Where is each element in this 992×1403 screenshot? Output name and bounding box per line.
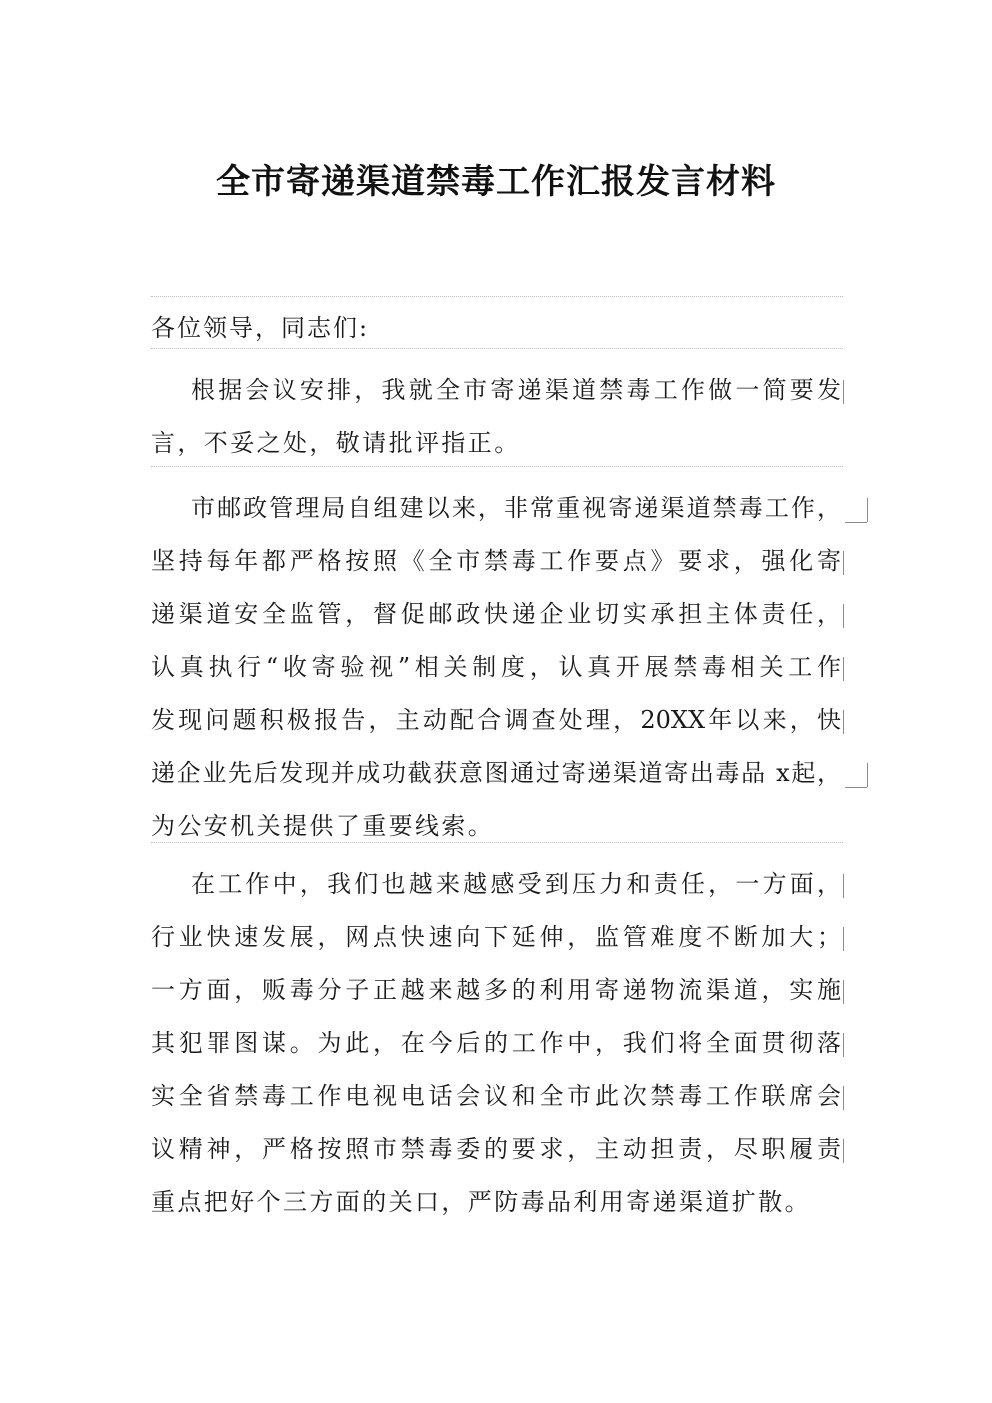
line-end-hook xyxy=(845,522,867,523)
paragraph-line xyxy=(151,364,841,417)
paragraph-line-text: 在工作中，我们也越来越感受到压力和责任，一方面， xyxy=(191,870,841,898)
paragraph-line-text: 递企业先后发现并成功截获意图通过寄递渠道寄出毒品 x起， xyxy=(151,759,841,787)
paragraph-line xyxy=(151,1070,841,1123)
paragraph-line xyxy=(151,694,841,747)
line-end-mark xyxy=(867,498,868,522)
paragraph-line xyxy=(151,535,841,588)
line-end-mark xyxy=(843,551,844,575)
paragraph-line-text: 议精神，严格按照市禁毒委的要求，主动担责，尽职履责 xyxy=(151,1135,841,1163)
paragraph-line-text: 实全省禁毒工作电视电话会议和全市此次禁毒工作联席会 xyxy=(151,1082,841,1110)
paragraph-line-text: 行业快速发展，网点快速向下延伸，监管难度不断加大； xyxy=(151,923,841,951)
line-end-mark xyxy=(843,874,844,898)
paragraph-line xyxy=(151,482,841,535)
separator-line xyxy=(151,348,843,349)
paragraph-line-text: 认真执行“收寄验视”相关制度，认真开展禁毒相关工作 xyxy=(151,653,841,681)
line-end-mark xyxy=(843,1086,844,1110)
paragraph xyxy=(151,364,841,470)
line-end-mark xyxy=(867,763,868,787)
line-end-mark xyxy=(843,604,844,628)
line-end-mark xyxy=(843,1139,844,1163)
line-end-mark xyxy=(843,1033,844,1057)
paragraph-line-text: 发现问题积极报告，主动配合调查处理，20XX年以来，快 xyxy=(151,706,841,734)
paragraph xyxy=(151,858,841,1229)
paragraph-line-text: 重点把好个三方面的关口，严防毒品利用寄递渠道扩散。 xyxy=(151,1188,811,1216)
paragraph-line xyxy=(151,1017,841,1070)
paragraph-line-text: 递渠道安全监管，督促邮政快递企业切实承担主体责任， xyxy=(151,600,841,628)
line-end-mark xyxy=(843,380,844,404)
paragraph-line-text: 市邮政管理局自组建以来，非常重视寄递渠道禁毒工作， xyxy=(191,494,841,522)
line-end-mark xyxy=(843,657,844,681)
paragraph-line-text: 一方面，贩毒分子正越来越多的利用寄递物流渠道，实施 xyxy=(151,976,841,1004)
separator-line xyxy=(151,296,843,297)
paragraph-line-text: 坚持每年都严格按照《全市禁毒工作要点》要求，强化寄 xyxy=(151,547,841,575)
paragraph-line xyxy=(151,964,841,1017)
paragraph-line xyxy=(151,911,841,964)
paragraph xyxy=(151,482,841,853)
paragraph-line xyxy=(151,417,841,470)
paragraph-line-text: 其犯罪图谋。为此，在今后的工作中，我们将全面贯彻落 xyxy=(151,1029,841,1057)
paragraph-line xyxy=(151,588,841,641)
paragraph-line xyxy=(151,800,841,853)
paragraph-line-text: 根据会议安排，我就全市寄递渠道禁毒工作做一简要发 xyxy=(191,376,841,404)
paragraph-line xyxy=(151,747,841,800)
paragraph-line xyxy=(151,858,841,911)
paragraph-line xyxy=(151,641,841,694)
document-title: 全市寄递渠道禁毒工作汇报发言材料 xyxy=(216,162,776,202)
greeting: 各位领导，同志们: xyxy=(151,314,370,342)
paragraph-line xyxy=(151,1176,841,1229)
line-end-mark xyxy=(843,710,844,734)
line-end-mark xyxy=(843,927,844,951)
line-end-hook xyxy=(845,787,867,788)
line-end-mark xyxy=(843,980,844,1004)
paragraph-line xyxy=(151,1123,841,1176)
paragraph-line-text: 言，不妥之处，敬请批评指正。 xyxy=(151,429,521,457)
paragraph-line-text: 为公安机关提供了重要线索。 xyxy=(151,812,495,840)
